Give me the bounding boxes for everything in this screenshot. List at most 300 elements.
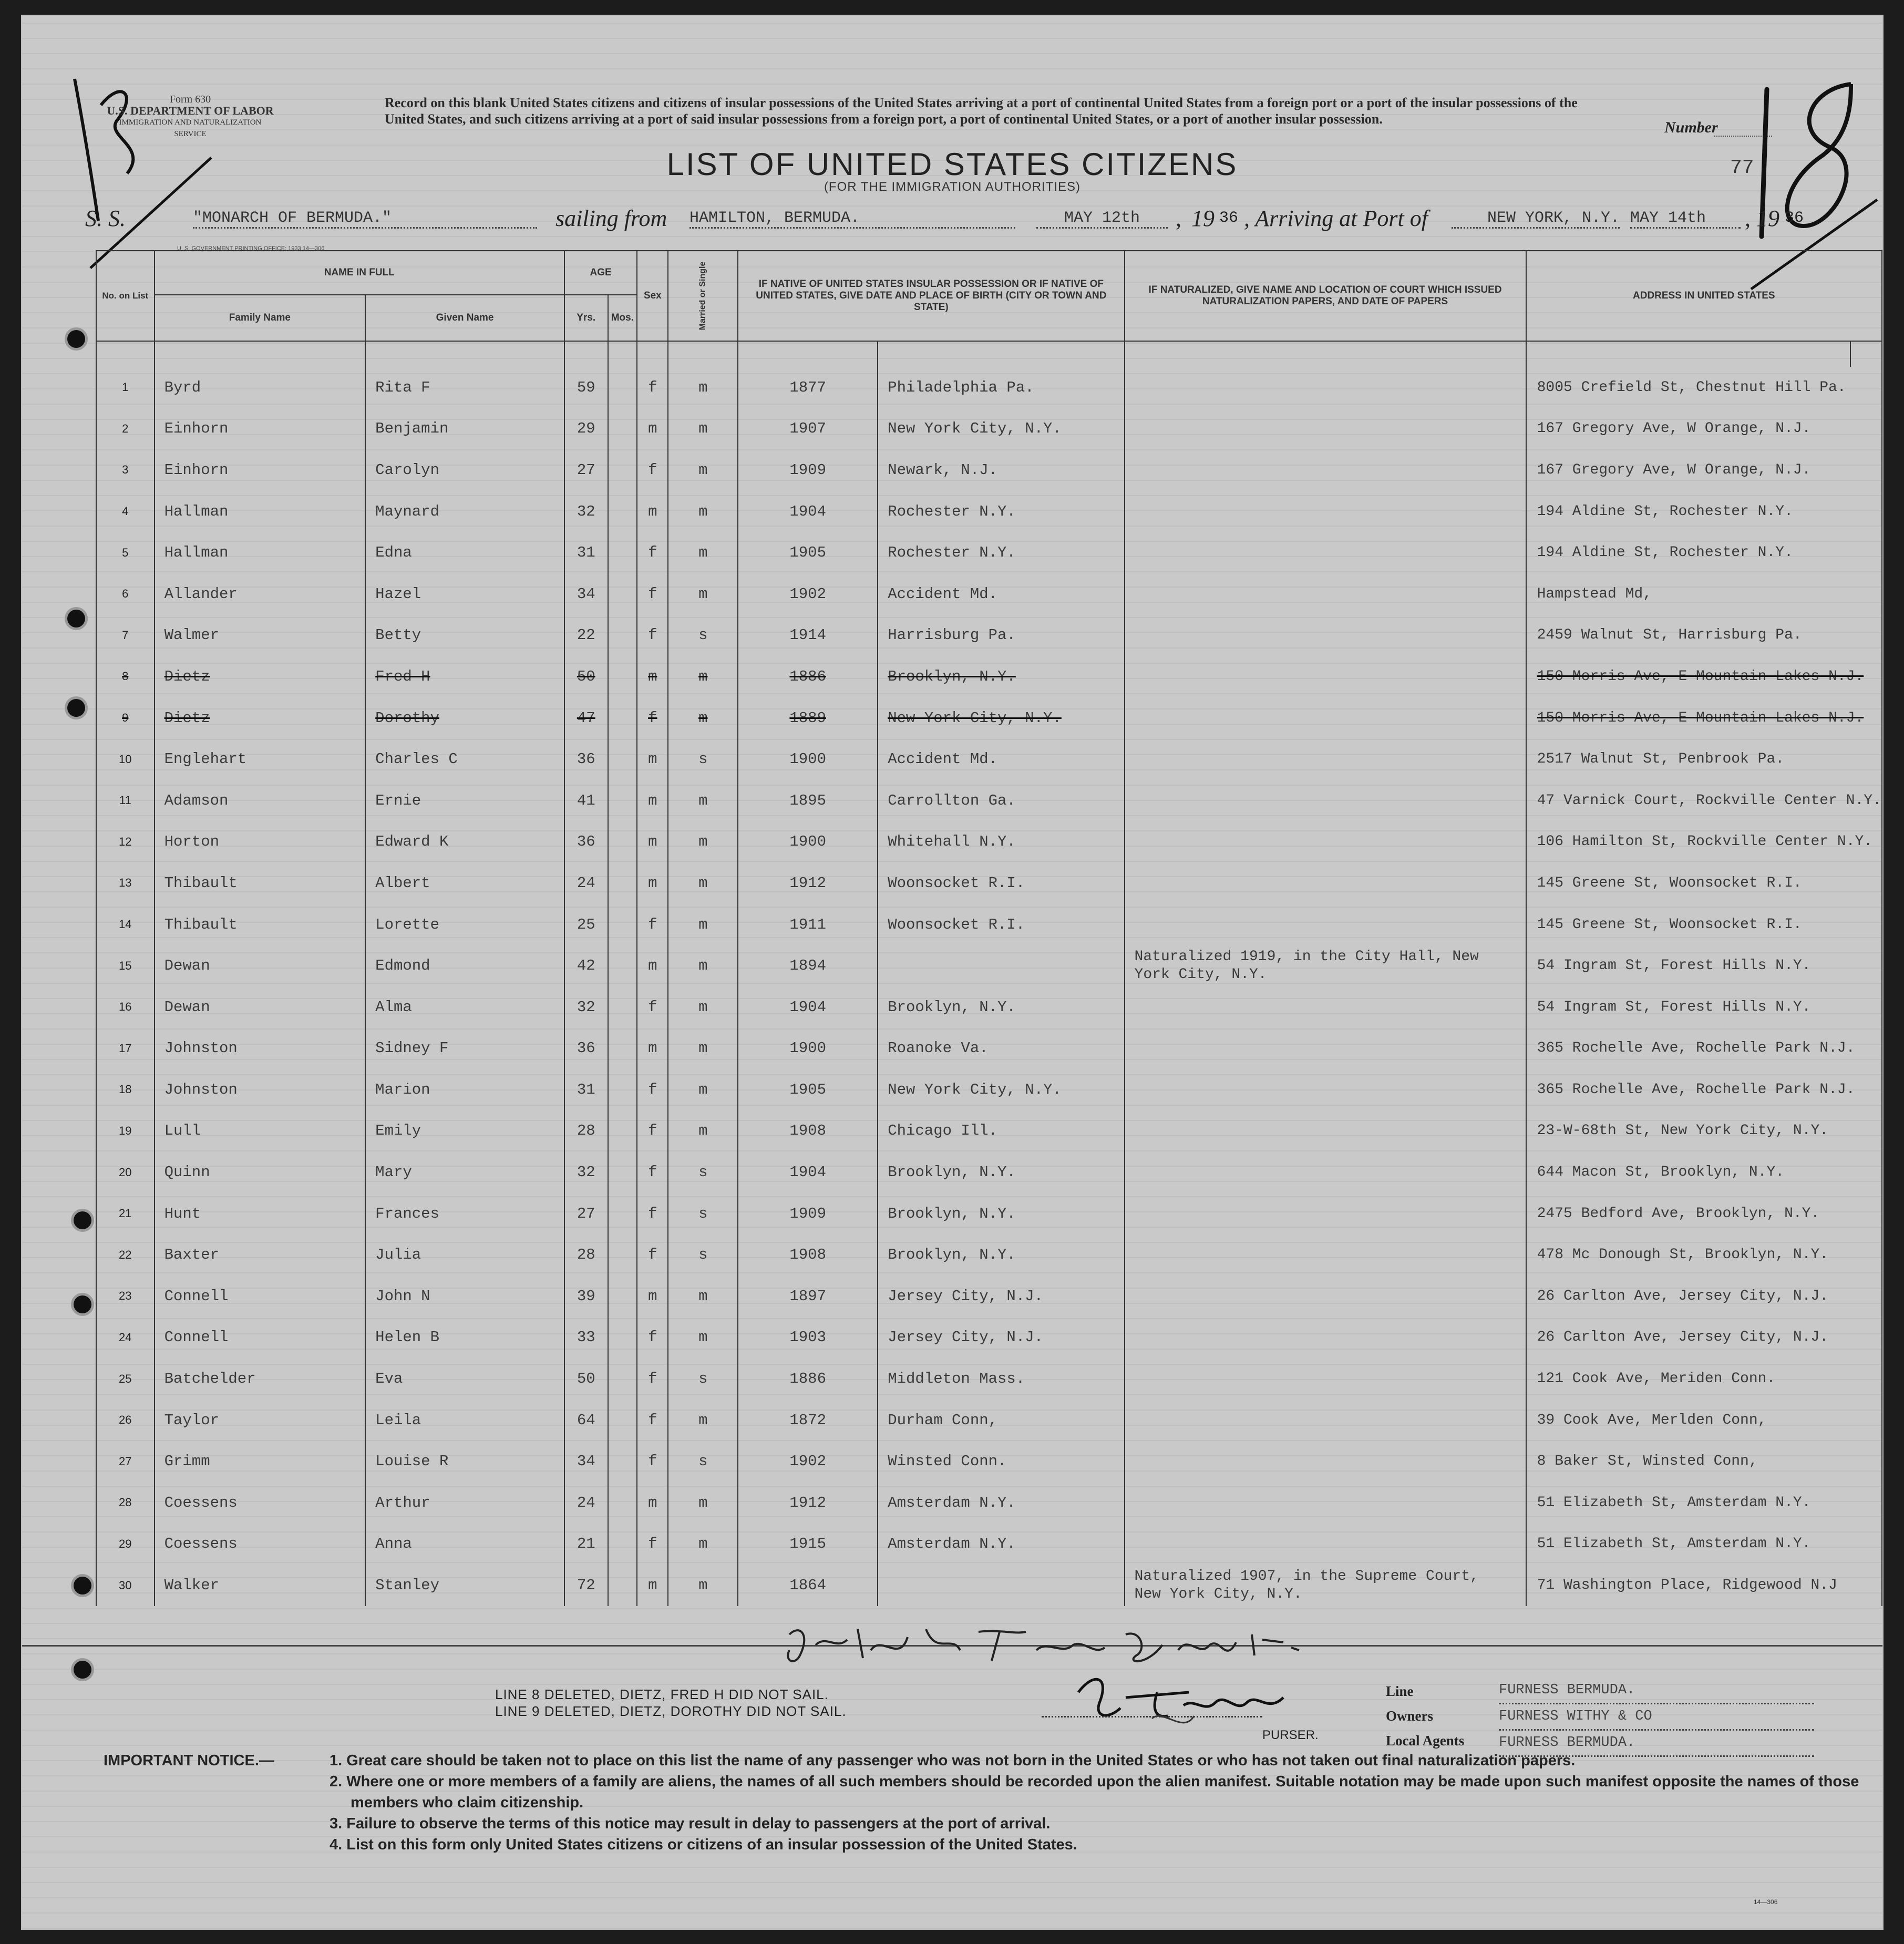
naturalization-info	[1125, 780, 1526, 821]
record-instructions: Record on this blank United States citizens and citizens of insular possessions of the United States arriving at a port of continental United States from a foreign port or a port of the insular possessions of the United States, and such citizens arriving at a port of said insular possessions from a foreign port, a port of continental United States, or a port of another insular possession.	[385, 95, 1578, 127]
address: 365 Rochelle Ave, Rochelle Park N.J.	[1526, 1028, 1882, 1069]
naturalization-info	[1125, 1028, 1526, 1069]
sex: m	[637, 821, 668, 863]
sex: f	[637, 1317, 668, 1359]
naturalization-info	[1125, 1069, 1526, 1110]
address: 26 Carlton Ave, Jersey City, N.J.	[1526, 1276, 1882, 1317]
family-name: Lull	[155, 1110, 366, 1152]
address: 150 Morris Ave, E Mountain Lakes N.J.	[1526, 656, 1882, 697]
age-years: 32	[564, 1151, 608, 1193]
row-number: 4	[96, 491, 155, 532]
family-name: Connell	[155, 1276, 366, 1317]
given-name: Helen B	[365, 1317, 564, 1359]
passenger-table	[96, 250, 1882, 1606]
address: 8 Baker St, Winsted Conn,	[1526, 1441, 1882, 1482]
table-row	[96, 1400, 1882, 1441]
birth-year: 1905	[738, 532, 878, 573]
age-years: 31	[564, 1069, 608, 1110]
address: 194 Aldine St, Rochester N.Y.	[1526, 532, 1882, 573]
age-months	[608, 1482, 637, 1524]
married-header-text: Married or Single	[698, 261, 707, 331]
arrival-port: NEW YORK, N.Y.	[1452, 209, 1620, 229]
marital-status: m	[668, 408, 738, 450]
address: 54 Ingram St, Forest Hills N.Y.	[1526, 945, 1882, 986]
birth-place: New York City, N.Y.	[878, 697, 1124, 739]
birth-place: Whitehall N.Y.	[878, 821, 1124, 863]
birth-place: New York City, N.Y.	[878, 1069, 1124, 1110]
col-header-no: No. on List	[96, 251, 155, 341]
birth-place: Woonsocket R.I.	[878, 862, 1124, 904]
row-number: 15	[96, 945, 155, 986]
birth-place	[878, 945, 1124, 986]
birth-year: 1911	[738, 904, 878, 945]
row-number: 21	[96, 1193, 155, 1235]
age-years: 59	[564, 367, 608, 408]
binder-hole	[67, 699, 85, 717]
age-months	[608, 821, 637, 863]
col-header-yrs: Yrs.	[564, 295, 608, 341]
given-name: Stanley	[365, 1565, 564, 1606]
address: 51 Elizabeth St, Amsterdam N.Y.	[1526, 1524, 1882, 1565]
table-row	[96, 862, 1882, 904]
marital-status: m	[668, 656, 738, 697]
marital-status: m	[668, 1524, 738, 1565]
birth-place: Rochester N.Y.	[878, 532, 1124, 573]
age-months	[608, 656, 637, 697]
age-years: 25	[564, 904, 608, 945]
line-value: FURNESS BERMUDA.	[1499, 1678, 1814, 1704]
sex: f	[637, 1193, 668, 1235]
shipping-labels	[1386, 1679, 1464, 1753]
row-number: 16	[96, 986, 155, 1028]
naturalization-info	[1125, 1482, 1526, 1524]
table-row	[96, 449, 1882, 491]
age-months	[608, 780, 637, 821]
address: 150 Morris Ave, E Mountain Lakes N.J.	[1526, 697, 1882, 739]
birth-place: Carrollton Ga.	[878, 780, 1124, 821]
col-header-naturalized: IF NATURALIZED, GIVE NAME AND LOCATION OF COURT WHICH ISSUED NATURALIZATION PAPERS, AND DATE OF PAPERS	[1125, 251, 1526, 341]
family-name: Johnston	[155, 1069, 366, 1110]
arrival-year-prefix: 19	[1756, 205, 1779, 231]
row-number: 14	[96, 904, 155, 945]
naturalization-info	[1125, 573, 1526, 615]
table-row	[96, 1276, 1882, 1317]
row-number: 1	[96, 367, 155, 408]
address: 23-W-68th St, New York City, N.Y.	[1526, 1110, 1882, 1152]
marital-status: m	[668, 1069, 738, 1110]
table-row	[96, 780, 1882, 821]
birth-year: 1900	[738, 738, 878, 780]
age-months	[608, 1276, 637, 1317]
given-name: Charles C	[365, 738, 564, 780]
row-number: 8	[96, 656, 155, 697]
agents-label: Local Agents	[1386, 1733, 1465, 1748]
given-name: Marion	[365, 1069, 564, 1110]
naturalization-info	[1125, 1441, 1526, 1482]
marital-status: m	[668, 821, 738, 863]
naturalization-info	[1125, 367, 1526, 408]
age-years: 42	[564, 945, 608, 986]
table-row	[96, 986, 1882, 1028]
age-months	[608, 1028, 637, 1069]
sex: f	[637, 1524, 668, 1565]
sex: f	[637, 1234, 668, 1276]
birth-year: 1905	[738, 1069, 878, 1110]
address: 2459 Walnut St, Harrisburg Pa.	[1526, 615, 1882, 656]
address: 365 Rochelle Ave, Rochelle Park N.J.	[1526, 1069, 1882, 1110]
given-name: Julia	[365, 1234, 564, 1276]
ss-label: S. S.	[85, 205, 126, 231]
table-row	[96, 1110, 1882, 1152]
table-row	[96, 738, 1882, 780]
sex: m	[637, 491, 668, 532]
birth-place: Brooklyn, N.Y.	[878, 656, 1124, 697]
sailing-year-prefix: 19	[1191, 205, 1215, 231]
age-years: 24	[564, 862, 608, 904]
table-row	[96, 1441, 1882, 1482]
birth-year: 1908	[738, 1110, 878, 1152]
col-header-family-name: Family Name	[155, 295, 366, 341]
birth-place: Jersey City, N.J.	[878, 1276, 1124, 1317]
given-name: Edward K	[365, 821, 564, 863]
given-name: Arthur	[365, 1482, 564, 1524]
address: 167 Gregory Ave, W Orange, N.J.	[1526, 449, 1882, 491]
birth-place: Chicago Ill.	[878, 1110, 1124, 1152]
notice-list	[330, 1750, 1896, 1855]
given-name: Lorette	[365, 904, 564, 945]
table-row	[96, 1193, 1882, 1235]
address: 145 Greene St, Woonsocket R.I.	[1526, 862, 1882, 904]
marital-status: s	[668, 1193, 738, 1235]
arrival-year-suffix: 36	[1785, 209, 1804, 227]
marital-status: m	[668, 862, 738, 904]
row-number: 25	[96, 1358, 155, 1400]
row-number: 28	[96, 1482, 155, 1524]
naturalization-info	[1125, 1193, 1526, 1235]
age-months	[608, 1317, 637, 1359]
department-name: U.S. DEPARTMENT OF LABOR	[107, 104, 274, 117]
family-name: Adamson	[155, 780, 366, 821]
naturalization-info	[1125, 408, 1526, 450]
col-header-given-name: Given Name	[365, 295, 564, 341]
age-years: 47	[564, 697, 608, 739]
row-number: 3	[96, 449, 155, 491]
age-months	[608, 1069, 637, 1110]
family-name: Einhorn	[155, 449, 366, 491]
age-months	[608, 862, 637, 904]
birth-place: Winsted Conn.	[878, 1441, 1124, 1482]
age-months	[608, 1441, 637, 1482]
row-number: 7	[96, 615, 155, 656]
age-years: 32	[564, 986, 608, 1028]
sex: f	[637, 1400, 668, 1441]
given-name: John N	[365, 1276, 564, 1317]
marital-status: m	[668, 449, 738, 491]
birth-place: New York City, N.Y.	[878, 408, 1124, 450]
sex: m	[637, 408, 668, 450]
birth-place: Amsterdam N.Y.	[878, 1524, 1124, 1565]
family-name: Coessens	[155, 1524, 366, 1565]
passenger-rows	[96, 341, 1882, 1606]
given-name: Maynard	[365, 491, 564, 532]
family-name: Dietz	[155, 697, 366, 739]
age-months	[608, 408, 637, 450]
sailing-date: MAY 12th	[1036, 209, 1168, 229]
table-row	[96, 1482, 1882, 1524]
birth-year: 1900	[738, 821, 878, 863]
row-number: 11	[96, 780, 155, 821]
age-years: 28	[564, 1234, 608, 1276]
address: 478 Mc Donough St, Brooklyn, N.Y.	[1526, 1234, 1882, 1276]
owners-label: Owners	[1386, 1708, 1433, 1724]
naturalization-info	[1125, 1524, 1526, 1565]
family-name: Johnston	[155, 1028, 366, 1069]
line-label: Line	[1386, 1683, 1414, 1699]
family-name: Hallman	[155, 532, 366, 573]
marital-status: s	[668, 615, 738, 656]
age-months	[608, 615, 637, 656]
address: 167 Gregory Ave, W Orange, N.J.	[1526, 408, 1882, 450]
marital-status: m	[668, 491, 738, 532]
naturalization-info	[1125, 697, 1526, 739]
naturalization-info	[1125, 532, 1526, 573]
naturalization-info	[1125, 986, 1526, 1028]
table-row	[96, 821, 1882, 863]
family-name: Coessens	[155, 1482, 366, 1524]
sex: m	[637, 1028, 668, 1069]
naturalization-info	[1125, 738, 1526, 780]
col-header-sex: Sex	[637, 251, 668, 341]
given-name: Anna	[365, 1524, 564, 1565]
arriving-label: , Arriving at Port of	[1244, 205, 1428, 231]
purser-label: PURSER.	[1262, 1728, 1319, 1742]
birth-year: 1907	[738, 408, 878, 450]
sex: f	[637, 532, 668, 573]
col-header-name: NAME IN FULL	[155, 251, 564, 295]
binder-hole	[74, 1661, 91, 1679]
family-name: Byrd	[155, 367, 366, 408]
address: 47 Varnick Court, Rockville Center N.Y.	[1526, 780, 1882, 821]
given-name: Frances	[365, 1193, 564, 1235]
marital-status: m	[668, 904, 738, 945]
table-row	[96, 615, 1882, 656]
age-years: 50	[564, 656, 608, 697]
birth-year: 1912	[738, 1482, 878, 1524]
family-name: Dewan	[155, 945, 366, 986]
sex: m	[637, 1276, 668, 1317]
given-name: Alma	[365, 986, 564, 1028]
age-months	[608, 738, 637, 780]
row-number: 10	[96, 738, 155, 780]
printer-line: U. S. GOVERNMENT PRINTING OFFICE: 1933 14—306	[177, 245, 325, 252]
birth-year: 1914	[738, 615, 878, 656]
birth-year: 1915	[738, 1524, 878, 1565]
sex: f	[637, 1069, 668, 1110]
row-number: 2	[96, 408, 155, 450]
row-number: 22	[96, 1234, 155, 1276]
sex: m	[637, 1565, 668, 1606]
marital-status: m	[668, 1028, 738, 1069]
birth-year: 1864	[738, 1565, 878, 1606]
sex: f	[637, 449, 668, 491]
deleted-line-9: LINE 9 DELETED, DIETZ, DOROTHY DID NOT SAIL.	[495, 1703, 847, 1719]
address: 2517 Walnut St, Penbrook Pa.	[1526, 738, 1882, 780]
notice-heading: IMPORTANT NOTICE.—	[104, 1752, 274, 1769]
sex: m	[637, 738, 668, 780]
age-months	[608, 986, 637, 1028]
marital-status: m	[668, 367, 738, 408]
birth-year: 1904	[738, 1151, 878, 1193]
marital-status: m	[668, 1565, 738, 1606]
sex: f	[637, 1441, 668, 1482]
birth-year: 1904	[738, 491, 878, 532]
row-number: 26	[96, 1400, 155, 1441]
given-name: Emily	[365, 1110, 564, 1152]
birth-place: Roanoke Va.	[878, 1028, 1124, 1069]
birth-place: Brooklyn, N.Y.	[878, 1193, 1124, 1235]
family-name: Taylor	[155, 1400, 366, 1441]
table-row	[96, 1565, 1882, 1606]
given-name: Mary	[365, 1151, 564, 1193]
family-name: Grimm	[155, 1441, 366, 1482]
age-years: 28	[564, 1110, 608, 1152]
given-name: Carolyn	[365, 449, 564, 491]
table-spacer-row	[96, 341, 1882, 367]
page-title: LIST OF UNITED STATES CITIZENS	[666, 147, 1238, 182]
age-years: 39	[564, 1276, 608, 1317]
number-label: Number	[1664, 119, 1718, 136]
naturalization-info	[1125, 904, 1526, 945]
birth-year: 1894	[738, 945, 878, 986]
sex: f	[637, 1151, 668, 1193]
birth-year: 1900	[738, 1028, 878, 1069]
given-name: Rita F	[365, 367, 564, 408]
naturalization-info	[1125, 615, 1526, 656]
page-subtitle: (FOR THE IMMIGRATION AUTHORITIES)	[824, 180, 1081, 194]
row-number: 9	[96, 697, 155, 739]
form-code: 14—306	[1754, 1898, 1778, 1906]
table-row	[96, 367, 1882, 408]
notice-item: 2. Where one or more members of a family are aliens, the names of all such members should be recorded upon the alien manifest. Suitable notation may be made upon such manifest opposite the names of those members who claim citizenship.	[330, 1773, 1859, 1811]
given-name: Edmond	[365, 945, 564, 986]
address: 39 Cook Ave, Merlden Conn,	[1526, 1400, 1882, 1441]
address: 121 Cook Ave, Meriden Conn.	[1526, 1358, 1882, 1400]
binder-hole	[67, 330, 85, 348]
age-months	[608, 1400, 637, 1441]
given-name: Fred H	[365, 656, 564, 697]
age-months	[608, 491, 637, 532]
address: 106 Hamilton St, Rockville Center N.Y.	[1526, 821, 1882, 863]
deleted-line-8: LINE 8 DELETED, DIETZ, FRED H DID NOT SAIL.	[495, 1686, 829, 1702]
age-years: 29	[564, 408, 608, 450]
birth-place: Philadelphia Pa.	[878, 367, 1124, 408]
row-number: 5	[96, 532, 155, 573]
birth-year: 1877	[738, 367, 878, 408]
birth-place: Newark, N.J.	[878, 449, 1124, 491]
row-number: 17	[96, 1028, 155, 1069]
birth-place	[878, 1565, 1124, 1606]
marital-status: s	[668, 1441, 738, 1482]
birth-place: Rochester N.Y.	[878, 491, 1124, 532]
age-years: 22	[564, 615, 608, 656]
marital-status: m	[668, 697, 738, 739]
birth-year: 1889	[738, 697, 878, 739]
family-name: Thibault	[155, 904, 366, 945]
address: 2475 Bedford Ave, Brooklyn, N.Y.	[1526, 1193, 1882, 1235]
age-months	[608, 449, 637, 491]
marital-status: m	[668, 986, 738, 1028]
address: 51 Elizabeth St, Amsterdam N.Y.	[1526, 1482, 1882, 1524]
row-number: 19	[96, 1110, 155, 1152]
family-name: Batchelder	[155, 1358, 366, 1400]
agents-value: FURNESS BERMUDA.	[1499, 1731, 1814, 1757]
col-header-address: ADDRESS IN UNITED STATES	[1526, 251, 1882, 341]
age-months	[608, 1151, 637, 1193]
manifest-page: Form 630 U.S. DEPARTMENT OF LABOR IMMIGRATION AND NATURALIZATION SERVICE Record on this blank United States citizens and citizens of insular possessions of the United States arriving at a port of continental United States from a foreign port or a port of the insular possessions of the United States, and such citizens arriving at a port of said insular possessions from a foreign port, a port of continental United States, or a port of another insular possession. LIST OF UNITED STATES CITIZENS (FOR THE IMMIGRATION AUTHORITIES) Number 77 S. S. "MONARCH OF BERMUDA." sailing from HAMILTON, BERMUDA. MAY 12th , 19 36 , Arriving at Port of NEW YORK, N.Y. MAY 14th , 19 36 U. S. GOVERNMENT PRINTING OFFICE: 1933 14—306 No. on List NAME IN FULL AGE Sex Married or Single IF NATIVE OF UNITED STATES INSULAR POSSESSION OR IF NATIVE OF UNITED STATES, GIVE DATE AND PLACE OF BIRTH (CITY OR TOWN AND STATE) IF NATURALIZED, GIVE NAME AND LOCATION OF COURT WHICH ISSUED NATURALIZATION PAPERS, AND DATE OF PAPERS ADDRESS IN UNITED STATES Family Name Given Name Yrs. Mos. 1 Byrd Rita F 59 f m 1877 Philadelphia Pa. 8005 Crefield St, Chestnut Hill Pa. 2 Einhorn Benjamin 29 m m 1907 New York City, N.Y. 167 Gregory Ave, W Orange, N.J. 3 Einhorn Carolyn 27 f m 1909 Newark, N.J. 167 Gregory Ave, W Orange, N.J. 4 Hallman Maynard 32 m m 1904 Rochester N.Y. 194 Aldine St, Rochester N.Y. 5 Hallman Edna 31 f m 1905 Rochester N.Y. 194 Aldine St, Rochester N.Y. 6 Allander Hazel 34 f m 1902 Accident Md. Hampstead Md, 7 Walmer Betty 22 f s 1914 Harrisburg Pa. 2459 Walnut St, Harrisburg Pa. 8 Dietz Fred H 50 m m 1886 Brooklyn, N.Y. 150 Morris Ave, E Mountain Lakes N.J. 9 Dietz Dorothy 47 f m 1889 New York City, N.Y. 150 Morris Ave, E Mountain Lakes N.J. 10 Englehart Charles C 36 m s 1900 Accident Md. 2517 Walnut St, Penbrook Pa. 11 Adamson Ernie 41 m m 1895 Carrollton Ga. 47 Varnick Court, Rockville Center N.Y. 12 Horton Edward K 36 m m 1900 Whitehall N.Y. 106 Hamilton St, Rockville Center N.Y. 13 Thibault Albert 24 m m 1912 Woonsocket R.I. 145 Greene St, Woonsocket R.I. 14 Thibault Lorette 25 f m 1911 Woonsocket R.I. 145 Greene St, Woonsocket R.I. 15 Dewan Edmond 42 m m 1894 Naturalized 1919, in the City Hall, New York City, N.Y. 54 Ingram St, Forest Hills N.Y. 16 Dewan Alma 32 f m 1904 Brooklyn, N.Y. 54 Ingram St, Forest Hills N.Y. 17 Johnston Sidney F 36 m m 1900 Roanoke Va. 365 Rochelle Ave, Rochelle Park N.J. 18 Johnston Marion 31 f m 1905 New York City, N.Y. 365 Rochelle Ave, Rochelle Park N.J. 19 Lull Emily 28 f m 1908 Chicago Ill. 23-W-68th St, New York City, N.Y. 20 Quinn Mary 32 f s 1904 Brooklyn, N.Y. 644 Macon St, Brooklyn, N.Y. 21 Hunt Frances 27 f s 1909 Brooklyn, N.Y. 2475 Bedford Ave, Brooklyn, N.Y. 22 Baxter Julia 28 f s 1908 Brooklyn, N.Y. 478 Mc Donough St, Brooklyn, N.Y. 23 Connell John N 39 m m 1897 Jersey City, N.J. 26 Carlton Ave, Jersey City, N.J. 24 Connell Helen B 33 f m 1903 Jersey City, N.J. 26 Carlton Ave, Jersey City, N.J. 25 Batchelder Eva 50 f s 1886 Middleton Mass. 121 Cook Ave, Meriden Conn. 26 Taylor Leila 64 f m 1872 Durham Conn, 39 Cook Ave, Merlden Conn, 27 Grimm Louise R 34 f s 1902 Winsted Conn. 8 Baker St, Winsted Conn, 28 Coessens Arthur 24 m m 1912 Amsterdam N.Y. 51 Elizabeth St, Amsterdam N.Y. 29 Coessens Anna 21 f m 1915 Amsterdam N.Y. 51 Elizabeth St, Amsterdam N.Y. 30 Walker Stanley 72 m m 1864 Naturalized 1907, in the Supreme Court, New York City, N.Y. 71 Washington Place, Ridgewood N.J LINE 8 DELETED, DIETZ, FRED H DID NOT SAIL. LINE 9 DELETED, DIETZ, DOROTHY DID NOT SAIL. PURSER. Line Owners Local Agents FURNESS BERMUDA. FURNESS WITHY & CO FURNESS BERMUDA. IMPORTANT NOTICE.— 1. Great care should be taken not to place on this list the name of any passenger who was not born in the United States or who has not taken out final naturalization papers. 2. Where one or more members of a family are aliens, the names of all such members should be recorded upon the alien manifest. Suitable notation may be made upon such manifest opposite the names of those members who claim citizenship. 3. Failure to observe the terms of this notice may result in delay to passengers at the port of arrival. 4. List on this form only United States citizens or citizens of an insular possession of the United States. 14—306	[21, 15, 1884, 1930]
naturalization-info	[1125, 656, 1526, 697]
marital-status: m	[668, 1110, 738, 1152]
naturalization-info: Naturalized 1919, in the City Hall, New York City, N.Y.	[1125, 945, 1526, 986]
family-name: Einhorn	[155, 408, 366, 450]
naturalization-info	[1125, 1110, 1526, 1152]
family-name: Englehart	[155, 738, 366, 780]
age-years: 32	[564, 491, 608, 532]
naturalization-info	[1125, 449, 1526, 491]
birth-place: Accident Md.	[878, 738, 1124, 780]
family-name: Thibault	[155, 862, 366, 904]
age-years: 72	[564, 1565, 608, 1606]
sex: f	[637, 573, 668, 615]
birth-place: Jersey City, N.J.	[878, 1317, 1124, 1359]
family-name: Hunt	[155, 1193, 366, 1235]
table-row	[96, 656, 1882, 697]
address: Hampstead Md,	[1526, 573, 1882, 615]
service-name: IMMIGRATION AND NATURALIZATION SERVICE	[119, 118, 262, 138]
sex: f	[637, 1358, 668, 1400]
table-row	[96, 1358, 1882, 1400]
birth-year: 1912	[738, 862, 878, 904]
age-years: 27	[564, 1193, 608, 1235]
deletion-notes	[495, 1686, 847, 1720]
number-value: 77	[1730, 157, 1754, 179]
birth-place: Brooklyn, N.Y.	[878, 1151, 1124, 1193]
binder-hole	[67, 610, 85, 628]
age-months	[608, 367, 637, 408]
age-months	[608, 1524, 637, 1565]
address: 8005 Crefield St, Chestnut Hill Pa.	[1526, 367, 1882, 408]
birth-place: Durham Conn,	[878, 1400, 1124, 1441]
address: 54 Ingram St, Forest Hills N.Y.	[1526, 986, 1882, 1028]
marital-status: m	[668, 573, 738, 615]
birth-year: 1909	[738, 449, 878, 491]
naturalization-info	[1125, 1400, 1526, 1441]
age-years: 21	[564, 1524, 608, 1565]
row-number: 12	[96, 821, 155, 863]
family-name: Baxter	[155, 1234, 366, 1276]
marital-status: m	[668, 1482, 738, 1524]
address: 26 Carlton Ave, Jersey City, N.J.	[1526, 1317, 1882, 1359]
birth-year: 1904	[738, 986, 878, 1028]
sex: f	[637, 904, 668, 945]
table-row	[96, 1151, 1882, 1193]
sex: m	[637, 862, 668, 904]
arrival-date: MAY 14th	[1630, 209, 1741, 229]
marital-status: m	[668, 945, 738, 986]
age-years: 31	[564, 532, 608, 573]
table-row	[96, 904, 1882, 945]
row-number: 18	[96, 1069, 155, 1110]
table-row	[96, 491, 1882, 532]
